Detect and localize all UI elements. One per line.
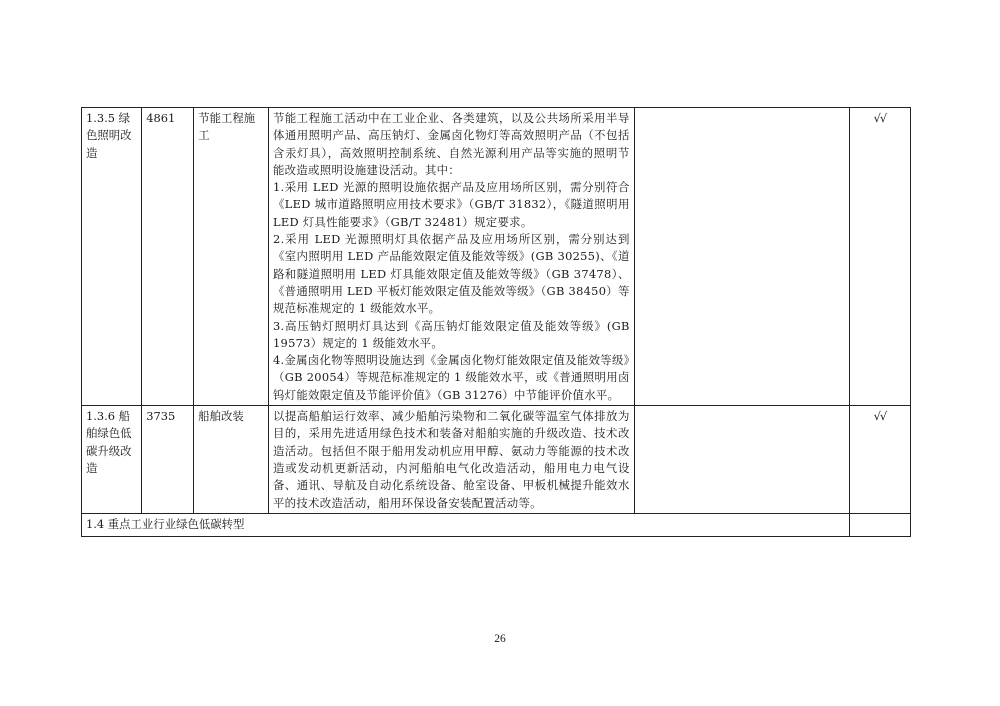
note-cell xyxy=(634,406,849,514)
catalog-table xyxy=(81,107,911,537)
description-paragraph: 3.高压钠灯照明灯具达到《高压钠灯能效限定值及能效等级》(GB 19573）规定的 1 级能效水平。 xyxy=(272,318,630,350)
description-paragraph: 1.采用 LED 光源的照明设施依据产品及应用场所区别，需分别符合《LED 城市道路照明应用技术要求》（GB/T 31832），《隧道照明用 LED 灯具性能要求》（GB/T 32481）规定要求。 xyxy=(272,180,630,229)
industry-code-cell: 4861 xyxy=(142,108,194,406)
section-row xyxy=(82,513,911,536)
description-paragraph: 4.金属卤化物等照明设施达到《金属卤化物灯能效限定值及能效等级》（GB 20054）等规范标准规定的 1 级能效水平，或《普通照明用卤钨灯能效限定值及节能评价值》（GB 31276）中节能评价值水平。 xyxy=(272,353,630,402)
section-title: 1.4 重点工业行业绿色低碳转型 xyxy=(82,513,850,536)
category-cell: 1.3.5 绿色照明改造 xyxy=(82,108,142,406)
page-number: 26 xyxy=(494,633,506,645)
table-row xyxy=(82,406,911,514)
industry-code-cell: 3735 xyxy=(142,406,194,514)
description-paragraph: 节能工程施工活动中在工业企业、各类建筑，以及公共场所采用半导体通用照明产品、高压钠灯、金属卤化物灯等高效照明产品（不包括含汞灯具），高效照明控制系统、自然光源利用产品等实施的照明节能改造或照明设施建设活动。其中： xyxy=(272,111,630,177)
checkmark-cell: √√ xyxy=(849,406,910,514)
industry-name-cell: 节能工程施工 xyxy=(194,108,269,406)
table-row xyxy=(82,108,911,406)
description-cell xyxy=(268,406,634,514)
section-mark-cell xyxy=(849,513,910,536)
checkmark-cell: √√ xyxy=(849,108,910,406)
description-cell xyxy=(268,108,634,406)
category-cell: 1.3.6 船舶绿色低碳升级改造 xyxy=(82,406,142,514)
industry-name-cell: 船舶改装 xyxy=(194,406,269,514)
description-paragraph: 以提高船舶运行效率、减少船舶污染物和二氧化碳等温室气体排放为目的，采用先进适用绿色技术和装备对船舶实施的升级改造、技术改造活动。包括但不限于船用发动机应用甲醇、氨动力等能源的技术改造或发动机更新活动，内河船舶电气化改造活动，船用电力电气设备、通讯、导航及自动化系统设备、舱室设备、甲板机械提升能效水平的技术改造活动，船用环保设备安装配置活动等。 xyxy=(272,409,630,510)
note-cell xyxy=(634,108,849,406)
description-paragraph: 2.采用 LED 光源照明灯具依据产品及应用场所区别，需分别达到《室内照明用 LED 产品能效限定值及能效等级》(GB 30255)、《道路和隧道照明用 LED 灯具能效限定值及能效等级》（GB 37478）、《普通照明用 LED 平板灯能效限定值及能效等级》（GB 38450）等规范标准规定的 1 级能效水平。 xyxy=(272,232,630,316)
